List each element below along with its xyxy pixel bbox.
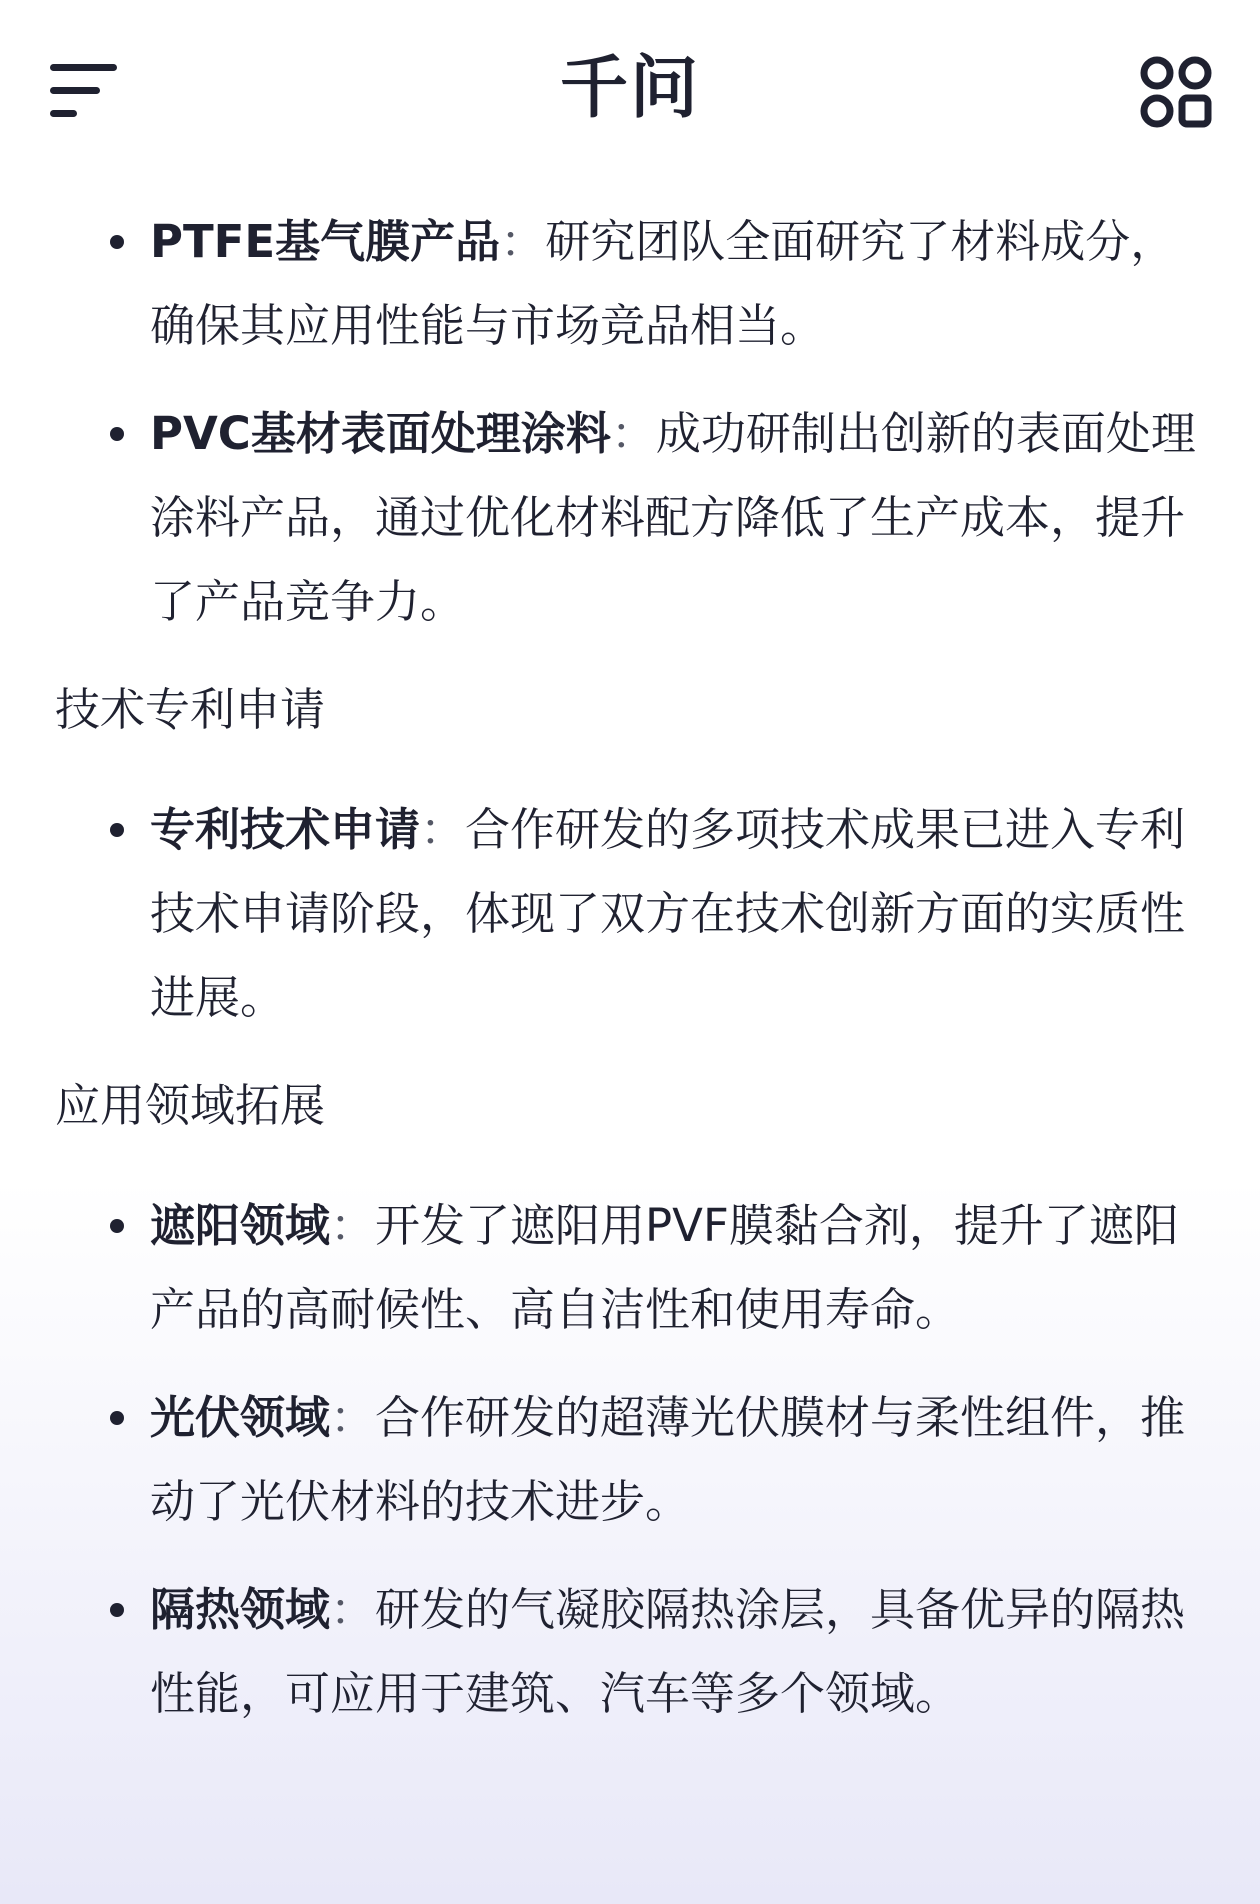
item-text: 合作研发的超薄光伏膜材与柔性组件，推动了光伏材料的技术进步。	[150, 1391, 1186, 1528]
item-term: 光伏领域	[150, 1391, 331, 1444]
bullet-list-patent	[0, 788, 1260, 1040]
section-heading-application: 应用领域拓展	[55, 1079, 326, 1132]
item-term: 隔热领域	[150, 1583, 331, 1636]
grid-apps-icon[interactable]	[1140, 56, 1212, 128]
item-text: 成功研制出创新的表面处理涂料产品，通过优化材料配方降低了生产成本，提升了产品竞争力。	[150, 407, 1196, 628]
item-text: 合作研发的多项技术成果已进入专利技术申请阶段，体现了双方在技术创新方面的实质性进展。	[150, 803, 1186, 1024]
list-item	[0, 1376, 1260, 1544]
list-item	[0, 788, 1260, 1040]
item-colon: ：	[330, 1583, 376, 1636]
item-colon: ：	[610, 407, 656, 460]
item-colon: ：	[420, 803, 466, 856]
item-term: PTFE基气膜产品	[150, 215, 501, 268]
item-colon: ：	[330, 1391, 376, 1444]
item-colon: ：	[500, 215, 546, 268]
section-heading-patent: 技术专利申请	[55, 683, 326, 736]
list-item	[0, 392, 1260, 644]
list-item	[0, 200, 1260, 368]
bullet-list-application	[0, 1184, 1260, 1736]
item-term: 遮阳领域	[150, 1199, 331, 1252]
item-text: 研究团队全面研究了材料成分，确保其应用性能与市场竞品相当。	[150, 215, 1176, 352]
item-colon: ：	[330, 1199, 376, 1252]
item-text: 研发的气凝胶隔热涂层，具备优异的隔热性能，可应用于建筑、汽车等多个领域。	[150, 1583, 1186, 1720]
item-term: PVC基材表面处理涂料	[150, 407, 611, 460]
bullet-list-products	[0, 200, 1260, 644]
page-title: 千问	[559, 49, 700, 128]
list-item	[0, 1568, 1260, 1736]
item-text: 开发了遮阳用PVF膜黏合剂，提升了遮阳产品的高耐候性、高自洁性和使用寿命。	[150, 1199, 1179, 1336]
top-bar	[0, 0, 1260, 180]
list-item	[0, 1184, 1260, 1352]
message-content	[0, 200, 1260, 1760]
item-term: 专利技术申请	[150, 803, 421, 856]
